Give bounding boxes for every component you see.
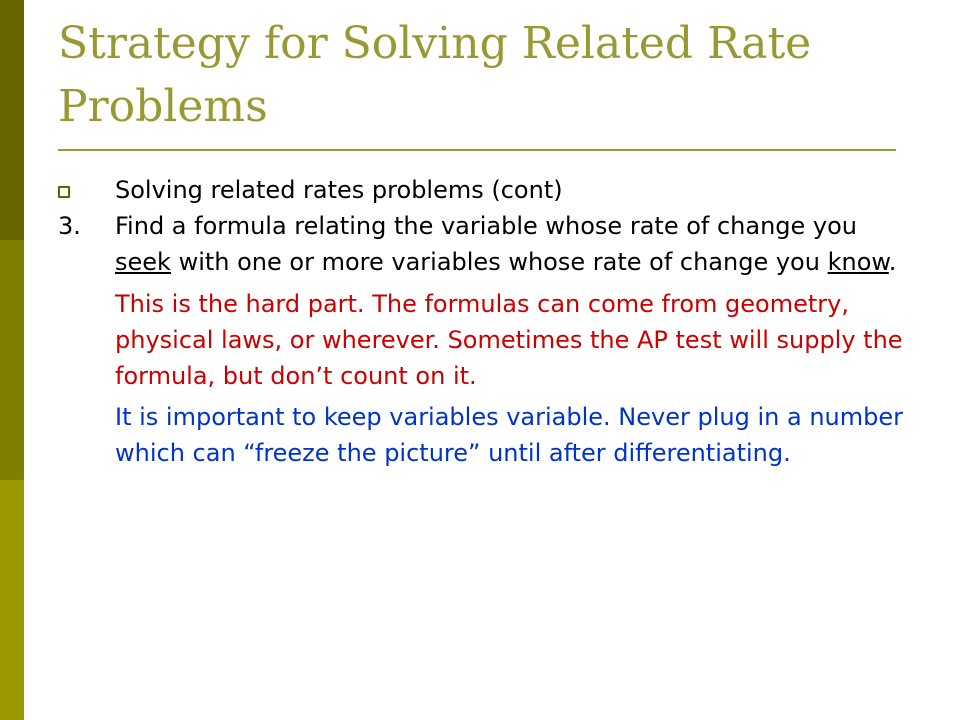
hard-part-note: This is the hard part. The formulas can come from geometry, physical laws, or wherever. Sometimes the AP test will supply the formula, but don’t count on it. [115,290,903,390]
underlined-word-know: know [827,248,889,276]
slide-title: Strategy for Solving Related Rate Problems [58,18,812,132]
side-decoration-bar [0,0,24,720]
side-bar-segment-middle [0,240,24,480]
title-underline [58,149,896,151]
side-bar-segment-bottom [0,480,24,720]
numbered-item-3 [58,208,918,280]
bullet-item [58,172,918,208]
bullet-text: Solving related rates problems (cont) [115,176,563,204]
item-text-part-a: Find a formula relating the variable whose rate of change you [115,212,858,240]
underlined-word-seek: seek [115,248,171,276]
keep-variables-note: It is important to keep variables variable. Never plug in a number which can “freeze the picture” until after differentiating. [115,403,903,467]
item-text-part-c: . [888,248,897,276]
item-number: 3. [58,212,81,240]
square-bullet-icon [58,186,70,198]
side-bar-segment-top [0,0,24,240]
item-text-part-b: with one or more variables whose rate of change you [170,248,828,276]
slide-body [58,172,918,471]
